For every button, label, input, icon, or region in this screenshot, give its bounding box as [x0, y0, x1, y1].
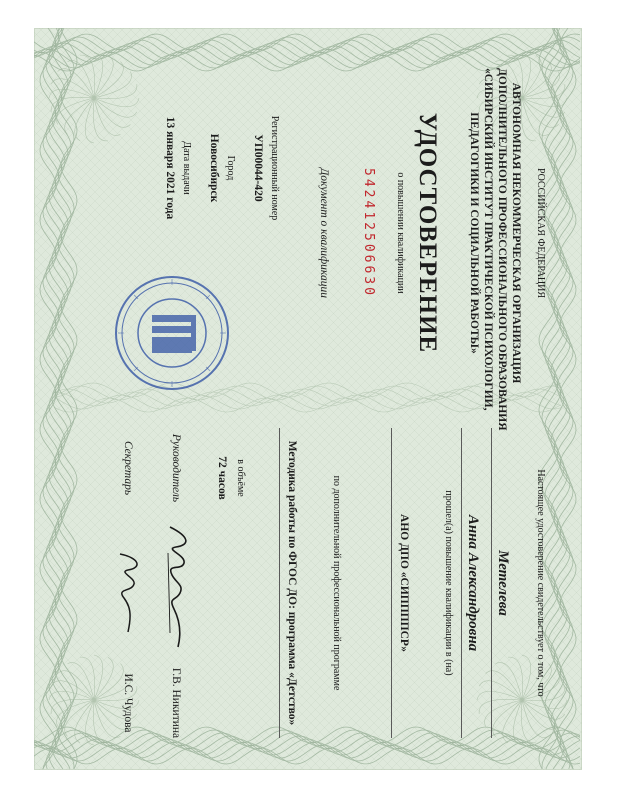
country-label: РОССИЙСКАЯ ФЕДЕРАЦИЯ: [535, 167, 546, 299]
city-value: Новосибирск: [208, 133, 220, 203]
secretary-signature-icon: [112, 548, 146, 638]
surname: Метелева: [495, 550, 511, 616]
head-signature-icon: [160, 523, 194, 653]
institute-seal-icon: [112, 273, 232, 393]
certificate-title: УДОСТОВЕРЕНИЕ: [414, 112, 441, 354]
intro-text: Настоящее удостоверение свидетельствует о том, что: [535, 469, 546, 697]
head-role: Руководитель: [170, 433, 182, 503]
head-name: Г.В. Никитина: [170, 667, 182, 739]
volume-label: в объёме: [235, 459, 246, 497]
program-name: Методика работы по ФГОС ДО: программа «Детство»: [286, 440, 298, 726]
organization-short: АНО ДПО «СИППППСР»: [398, 514, 410, 652]
given-underline: [461, 428, 462, 738]
org-line-4: ПЕДАГОГИКИ И СОЦИАЛЬНОЙ РАБОТЫ»: [468, 112, 480, 354]
surname-underline: [491, 428, 492, 738]
city-label: Город: [225, 155, 236, 181]
program-label: по дополнительной профессиональной программе: [331, 475, 342, 691]
secretary-role: Секретарь: [122, 440, 134, 496]
org-line-2: ДОПОЛНИТЕЛЬНОГО ПРОФЕССИОНАЛЬНОГО ОБРАЗОВАНИЯ: [496, 68, 508, 431]
serial-number: 542412506630: [361, 168, 376, 298]
issue-date-label: Дата выдачи: [181, 141, 192, 195]
org-line-3: «СИБИРСКИЙ ИНСТИТУТ ПРАКТИЧЕСКОЙ ПСИХОЛОГИИ,: [482, 68, 494, 411]
certificate-subtitle: о повышении квалификации: [395, 172, 406, 294]
registration-number: УП00044-420: [252, 134, 264, 202]
volume-value: 72 часов: [216, 456, 228, 500]
passed-text: прошел(а) повышение квалификации в (на): [443, 490, 454, 676]
org-line-1: АВТОНОМНАЯ НЕКОММЕРЧЕСКАЯ ОРГАНИЗАЦИЯ: [510, 82, 522, 384]
issue-date-value: 13 января 2021 года: [164, 116, 176, 220]
certificate-sheet: [34, 28, 582, 770]
given-names: Анна Александровна: [465, 514, 481, 652]
document-kind: Документ о квалификации: [318, 167, 330, 299]
secretary-name: И.С. Чудова: [122, 673, 134, 733]
org-underline: [391, 428, 392, 738]
registration-label: Регистрационный номер: [269, 115, 280, 221]
certificate-content: [34, 28, 582, 770]
program-underline: [279, 428, 280, 738]
